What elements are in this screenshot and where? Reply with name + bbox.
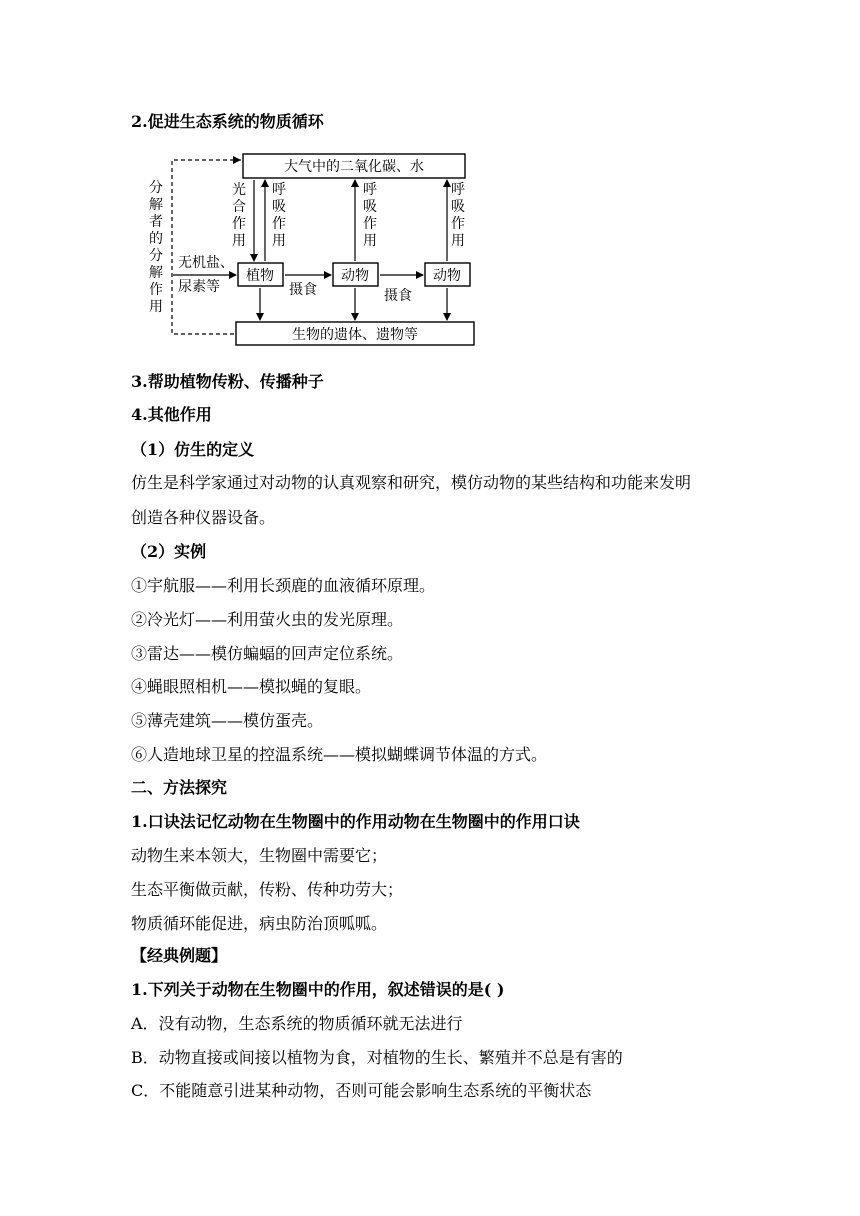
- example-item: ①宇航服——利用长颈鹿的血液循环原理。: [131, 576, 436, 595]
- material-cycle-diagram: [140, 148, 480, 350]
- sub-examples: （2）实例: [131, 542, 207, 561]
- decomposer-label: 分解者的分解作用: [149, 180, 163, 315]
- option-a: A．没有动物，生态系统的物质循环就无法进行: [131, 1014, 463, 1033]
- heading-material-cycle: 2.促进生态系统的物质循环: [131, 112, 324, 131]
- decomposer-dashed-line: [172, 160, 241, 334]
- example-item: ⑥人造地球卫星的控温系统——模拟蝴蝶调节体温的方式。: [131, 745, 548, 764]
- decomposer-arrowhead: [233, 156, 241, 164]
- respiration-label-3: 呼吸作用: [451, 182, 465, 249]
- sub-bionics-def: （1）仿生的定义: [131, 440, 255, 459]
- option-b: B．动物直接或间接以植物为食，对植物的生长、繁殖并不总是有害的: [131, 1048, 623, 1067]
- bionics-def-line1: 仿生是科学家通过对动物的认真观察和研究，模仿动物的某些结构和功能来发明: [131, 473, 692, 492]
- heading-other: 4.其他作用: [131, 405, 212, 424]
- plant-label: 植物: [246, 268, 274, 284]
- bionics-def-line2: 创造各种仪器设备。: [131, 508, 276, 527]
- animal-label-2: 动物: [433, 268, 461, 284]
- heading-pollination: 3.帮助植物传粉、传播种子: [131, 372, 324, 391]
- question-1: 1.下列关于动物在生物圈中的作用，叙述错误的是( ): [131, 980, 505, 999]
- section-examples: 【经典例题】: [131, 946, 228, 965]
- respiration-label-2: 呼吸作用: [363, 182, 377, 249]
- example-item: ⑤薄壳建筑——模仿蛋壳。: [131, 711, 324, 730]
- feeding-label-2: 摄食: [384, 288, 412, 304]
- material-cycle-svg: [140, 148, 480, 350]
- mnemonic-line: 物质循环能促进，病虫防治顶呱呱。: [131, 914, 388, 933]
- example-item: ③雷达——模仿蝙蝠的回声定位系统。: [131, 644, 404, 663]
- respiration-label-1: 呼吸作用: [272, 182, 286, 249]
- remains-label: 生物的遗体、遗物等: [292, 327, 418, 343]
- animal-label-1: 动物: [341, 268, 369, 284]
- heading-mnemonic: 1.口诀法记忆动物在生物圈中的作用动物在生物圈中的作用口诀: [131, 812, 580, 831]
- section-method: 二、方法探究: [131, 778, 228, 797]
- atmosphere-label: 大气中的二氧化碳、水: [284, 159, 424, 175]
- example-item: ②冷光灯——利用萤火虫的发光原理。: [131, 610, 404, 629]
- example-item: ④蝇眼照相机——模拟蝇的复眼。: [131, 677, 372, 696]
- mnemonic-line: 动物生来本领大，生物圈中需要它；: [131, 846, 388, 865]
- photosynthesis-label: 光合作用: [232, 182, 246, 249]
- mnemonic-line: 生态平衡做贡献，传粉、传种功劳大；: [131, 880, 404, 899]
- inorganic-label-1: 无机盐、: [178, 255, 234, 271]
- inorganic-label-2: 尿素等: [178, 279, 220, 295]
- option-c: C．不能随意引进某种动物，否则可能会影响生态系统的平衡状态: [131, 1081, 592, 1100]
- feeding-label-1: 摄食: [289, 282, 317, 298]
